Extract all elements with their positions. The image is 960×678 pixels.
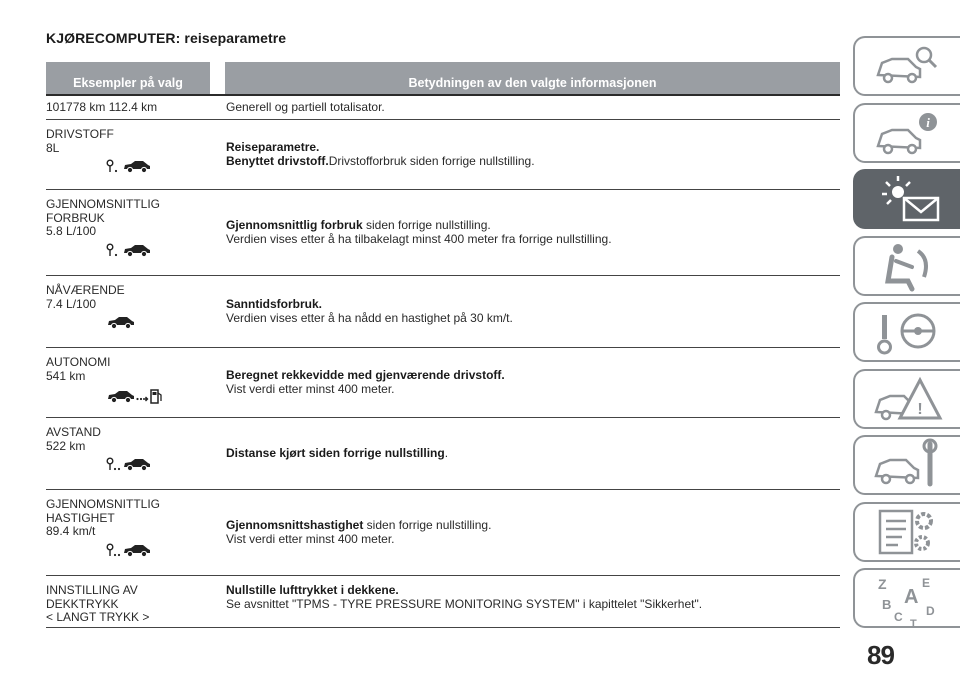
meaning-text: [226, 101, 385, 115]
start-flag-icon: [106, 457, 122, 471]
svg-text:Z: Z: [877, 576, 887, 592]
example-label: DRIVSTOFF 8L: [46, 127, 114, 155]
car-icon: [122, 543, 152, 557]
example-label: AUTONOMI 541 km: [46, 355, 111, 383]
svg-text:E: E: [921, 576, 930, 590]
seat-airbag-icon: [868, 237, 948, 295]
table-row: [46, 190, 840, 276]
meaning-cell: [226, 348, 840, 417]
meaning-bold: Gjennomsnittshastighet: [226, 518, 364, 532]
sidebar-tab-car-info[interactable]: [853, 103, 960, 163]
page-title: KJØRECOMPUTER: reiseparametre: [46, 30, 287, 46]
svg-text:!: !: [916, 400, 923, 418]
svg-text:B: B: [881, 597, 891, 612]
sidebar-tab-alphabet-index[interactable]: [853, 568, 960, 628]
meaning-detail: Drivstofforbruk siden forrige nullstilling.: [328, 153, 535, 168]
meaning-cell: [226, 418, 840, 489]
example-cell: [46, 96, 226, 119]
example-label: GJENNOMSNITTLIG FORBRUK 5.8 L/100: [46, 197, 161, 238]
start-flag-icon: [106, 543, 122, 557]
meaning-text: [226, 141, 535, 168]
car-info-icon: [868, 104, 948, 162]
header-examples: Eksempler på valg: [46, 62, 210, 94]
info-table: [46, 62, 840, 628]
table-row: [46, 418, 840, 490]
meaning-detail: Se avsnittet "TPMS - TYRE PRESSURE MONITORING SYSTEM" i kapittelet "Sikkerhet".: [226, 596, 703, 611]
meaning-bold: Reiseparametre. Benyttet drivstoff.: [226, 140, 329, 168]
start-flag-icon: [106, 159, 122, 173]
start-flag-icon: [106, 243, 122, 257]
fuel-pump-icon: [136, 387, 164, 405]
example-cell: [46, 348, 226, 417]
meaning-text: [226, 584, 702, 611]
sidebar-tab-car-wrench[interactable]: [853, 435, 960, 495]
table-row: [46, 276, 840, 348]
example-cell: [46, 490, 226, 575]
table-row: [46, 96, 840, 120]
meaning-text: [226, 447, 448, 461]
meaning-text: [226, 519, 491, 546]
sidebar-tab-key-steering-wheel[interactable]: [853, 302, 960, 362]
sidebar-tab-car-warning-triangle[interactable]: [853, 369, 960, 429]
example-label: GJENNOMSNITTLIG HASTIGHET 89.4 km/t: [46, 497, 161, 538]
meaning-cell: [226, 190, 840, 275]
svg-text:D: D: [925, 604, 935, 618]
spec-list-gear-icon: [868, 503, 948, 561]
meaning-bold: Distanse kjørt siden forrige nullstilling: [226, 445, 445, 460]
svg-text:C: C: [893, 610, 903, 624]
meaning-bold: Nullstille lufttrykket i dekkene.: [226, 583, 399, 597]
trip-icons: [46, 315, 226, 329]
meaning-text: [226, 219, 612, 246]
alphabet-index-icon: [868, 569, 948, 627]
car-icon: [106, 389, 136, 403]
sidebar-tab-spec-list-gear[interactable]: [853, 502, 960, 562]
car-icon: [106, 315, 136, 329]
meaning-text: [226, 298, 513, 325]
svg-text:T: T: [909, 618, 917, 627]
example-label: 101778 km 112.4 km: [46, 100, 158, 114]
table-row: [46, 348, 840, 418]
sidebar-tab-seat-airbag[interactable]: [853, 236, 960, 296]
car-wrench-icon: [868, 436, 948, 494]
meaning-cell: [226, 276, 840, 347]
sidebar-tab-warning-light-envelope[interactable]: [853, 169, 960, 229]
trip-icons: [46, 457, 226, 471]
table-row: [46, 490, 840, 576]
meaning-bold: Sanntidsforbruk.: [226, 297, 323, 311]
meaning-detail: Vist verdi etter minst 400 meter.: [226, 381, 395, 396]
example-cell: [46, 418, 226, 489]
trip-icons: [46, 543, 226, 557]
table-row: [46, 576, 840, 628]
example-label: INNSTILLING AV DEKKTRYKK < LANGT TRYKK >: [46, 583, 150, 624]
meaning-text: [226, 369, 505, 396]
meaning-cell: [226, 490, 840, 575]
example-cell: [46, 576, 226, 627]
page-number: 89: [867, 640, 894, 670]
key-steering-wheel-icon: [868, 303, 948, 361]
meaning-cell: [226, 576, 840, 627]
trip-icons: [46, 387, 226, 405]
trip-icons: [46, 159, 226, 173]
header-meaning: Betydningen av den valgte informasjonen: [225, 62, 840, 94]
trip-icons: [46, 243, 226, 257]
meaning-bold: Gjennomsnittlig forbruk: [226, 218, 363, 232]
sidebar-tab-car-search[interactable]: [853, 36, 960, 96]
car-icon: [122, 243, 152, 257]
table-body: [46, 96, 840, 628]
car-search-icon: [868, 37, 948, 95]
table-header: [46, 62, 840, 94]
car-warning-triangle-icon: [868, 370, 948, 428]
svg-text:i: i: [925, 114, 930, 130]
example-cell: [46, 120, 226, 189]
meaning-detail: Generell og partiell totalisator.: [226, 100, 385, 114]
example-label: AVSTAND 522 km: [46, 425, 101, 453]
meaning-bold: Beregnet rekkevidde med gjenværende drivstoff.: [226, 368, 505, 382]
car-icon: [122, 457, 152, 471]
warning-light-envelope-icon: [868, 170, 948, 228]
meaning-detail: .: [444, 445, 449, 460]
meaning-detail: Verdien vises etter å ha nådd en hastighet på 30 km/t.: [226, 310, 513, 325]
svg-text:A: A: [903, 586, 918, 608]
meaning-cell: [226, 120, 840, 189]
car-icon: [122, 159, 152, 173]
example-label: NÅVÆRENDE 7.4 L/100: [46, 283, 125, 311]
meaning-cell: [226, 96, 840, 119]
meaning-detail: siden forrige nullstilling. Verdien vises etter å ha tilbakelagt minst 400 meter fra forrige nullstilling.: [226, 218, 612, 246]
example-cell: [46, 276, 226, 347]
example-cell: [46, 190, 226, 275]
table-row: [46, 120, 840, 190]
meaning-detail: siden forrige nullstilling. Vist verdi etter minst 400 meter.: [226, 518, 492, 546]
